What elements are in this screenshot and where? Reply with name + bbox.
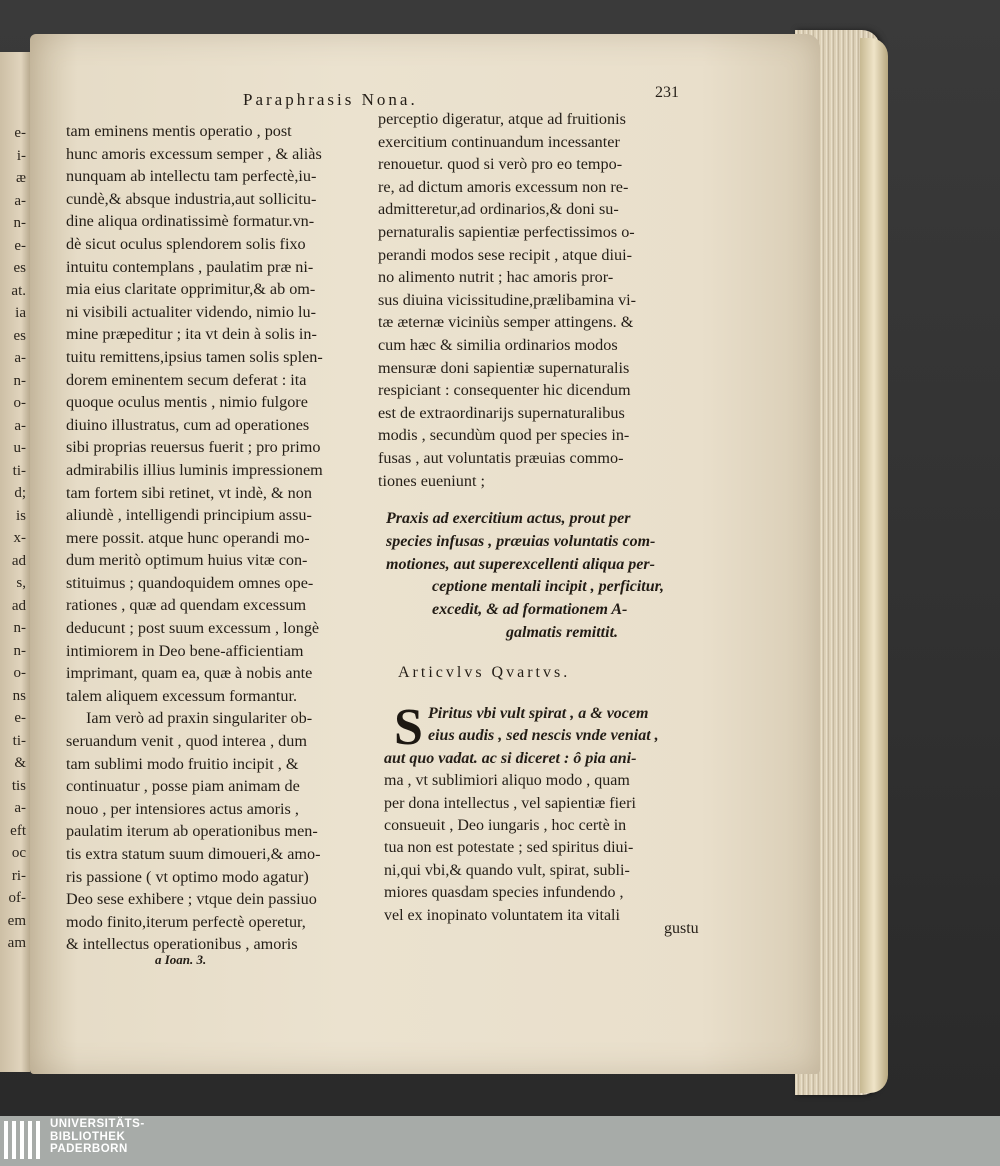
text-line: mensuræ doni sapientiæ supernaturalis [378, 358, 630, 377]
text-line: exercitium continuandum incessanter [378, 132, 620, 151]
margin-fragment: ti- [12, 462, 26, 479]
margin-fragment: am [7, 935, 26, 951]
praxis-line: motiones, aut superexcellenti aliqua per- [386, 555, 655, 573]
margin-fragment: oc [11, 845, 26, 861]
margin-fragment: a- [14, 192, 26, 209]
text-line: & intellectus operationibus , amoris [66, 935, 298, 954]
text-line: no alimento nutrit ; hac amoris pror- [378, 268, 614, 287]
margin-fragment: of- [8, 890, 26, 906]
text-line: talem aliquem excessum formantur. [66, 686, 298, 705]
text-line: ris passione ( vt optimo modo agatur) [66, 867, 309, 886]
text-line: sibi proprias reuersus fuerit ; pro primo [66, 438, 321, 457]
margin-fragment: es [13, 260, 26, 276]
article-heading: Articvlvs Qvartvs. [398, 664, 571, 681]
page-number: 231 [655, 84, 679, 101]
text-line: admitteretur,ad ordinarios,& doni su- [378, 200, 619, 219]
article-line: Piritus vbi vult spirat , a & vocem [428, 705, 649, 722]
text-line: perceptio digeratur, atque ad fruitionis [378, 110, 626, 128]
text-line: deducunt ; post suum excessum , longè [66, 619, 320, 638]
right-text-column [378, 108, 708, 492]
margin-fragment: eft [10, 822, 26, 839]
text-line: dum meritò optimum huius vitæ con- [66, 551, 308, 570]
text-line: cum hæc & similia ordinarios modos [378, 335, 618, 354]
margin-fragment: a- [14, 350, 26, 366]
text-line: nouo , per intensiores actus amoris , [66, 799, 299, 818]
text-line: perandi modos sese recipit , atque diui- [378, 245, 632, 264]
text-line: modis , secundùm quod per species in- [378, 426, 630, 445]
praxis-summary [386, 508, 702, 645]
margin-fragment: e- [14, 237, 26, 254]
text-line: tæ æternæ viciniùs semper attingens. & [378, 313, 634, 332]
article-line: ma , vt sublimiori aliquo modo , quam [384, 772, 630, 790]
text-line: tam eminens mentis operatio , post [66, 122, 292, 140]
text-line: dine aliqua ordinatissimè formatur.vn- [66, 212, 315, 231]
margin-fragment: e- [14, 710, 26, 726]
library-name-line3: PADERBORN [50, 1143, 128, 1155]
text-line: nunquam ab intellectu tam perfectè,iu- [66, 167, 317, 186]
text-line: mine præpeditur ; ita vt dein à solis in- [66, 325, 317, 344]
text-line: renouetur. quod si verò pro eo tempo- [378, 155, 623, 174]
praxis-line: Praxis ad exercitium actus, prout per [386, 510, 631, 527]
praxis-line: ceptione mentali incipit , perficitur, [432, 578, 664, 596]
margin-fragment: a- [14, 417, 26, 434]
text-line: sus diuina vicissitudine,prælibamina vi- [378, 290, 637, 309]
margin-fragment: tis [11, 777, 26, 794]
margin-fragment: s, [16, 575, 26, 591]
drop-capital: S [394, 699, 423, 756]
margin-fragment: æ [15, 170, 26, 186]
text-line: ni visibili actualiter videndo, nimio lu- [66, 302, 316, 321]
margin-fragment: ri- [11, 867, 26, 884]
text-line: pernaturalis sapientiæ perfectissimos o- [378, 222, 635, 241]
article-line: consueuit , Deo iungaris , hoc certè in [384, 817, 627, 835]
library-logo-icon [4, 1121, 46, 1161]
left-text-column [66, 120, 386, 956]
left-page-edge [0, 52, 30, 1072]
page-fore-edge-tip [860, 38, 888, 1093]
text-line: paulatim iterum ab operationibus men- [66, 822, 318, 841]
library-footer-bar [0, 1116, 1000, 1166]
text-line: respiciant : consequenter hic dicendum [378, 381, 631, 400]
praxis-line: species infusas , præuias voluntatis com- [386, 532, 656, 550]
text-line: quoque oculus mentis , nimio fulgore [66, 393, 308, 412]
text-line: mere possit. atque hunc operandi mo- [66, 528, 310, 547]
text-line: mia eius claritate opprimitur,& ab om- [66, 280, 316, 299]
margin-fragment: ad [11, 552, 26, 569]
margin-fragment: e- [14, 125, 26, 141]
text-line: dorem eminentem secum deferat : ita [66, 370, 307, 389]
article-line: ni,qui vbi,& quando vult, spirat, subli- [384, 861, 630, 879]
margin-fragment: at. [11, 282, 26, 299]
text-line: Iam verò ad praxin singulariter ob- [86, 709, 313, 728]
margin-fragment: n- [13, 372, 26, 389]
article-line: per dona intellectus , vel sapientiæ fieri [384, 794, 636, 812]
margin-fragment: ns [12, 687, 26, 704]
text-line: rationes , quæ ad quendam excessum [66, 596, 307, 615]
article-line: miores quasdam species infundendo , [384, 884, 624, 902]
running-head: Paraphrasis Nona. [243, 90, 418, 109]
praxis-line: galmatis remittit. [506, 623, 619, 641]
text-line: cundè,& absque industria,aut sollicitu- [66, 189, 317, 208]
margin-fragment: n- [13, 215, 26, 231]
left-margin-fragments [0, 122, 30, 955]
margin-fragment: n- [13, 642, 26, 659]
footnote: a Ioan. 3. [155, 952, 207, 967]
margin-fragment: o- [13, 665, 26, 681]
article-line: tua non est potestate ; sed spiritus diui- [384, 839, 634, 857]
text-line: imprimant, quam ea, quæ à nobis ante [66, 664, 313, 683]
text-line: tiones eueniunt ; [378, 471, 485, 490]
article-line: aut quo vadat. ac si diceret : ô pia ani- [384, 749, 637, 767]
text-line: intuitu contemplans , paulatim præ ni- [66, 257, 314, 276]
text-line: tam fortem sibi retinet, vt indè, & non [66, 483, 312, 502]
library-name-line2: BIBLIOTHEK [50, 1130, 126, 1143]
text-line: est de extraordinarijs supernaturalibus [378, 403, 625, 422]
text-line: tam sublimi modo fruitio incipit , & [66, 754, 299, 773]
text-line: modo finito,iterum perfectè operetur, [66, 912, 306, 931]
margin-fragment: u- [13, 440, 26, 456]
margin-fragment: o- [13, 395, 26, 411]
margin-fragment: a- [14, 800, 26, 816]
text-line: stituimus ; quandoquidem omnes ope- [66, 573, 314, 592]
margin-fragment: ti- [12, 732, 26, 749]
library-name-line1: UNIVERSITÄTS- [50, 1118, 145, 1130]
text-line: tuitu remittens,ipsius tamen solis splen- [66, 347, 323, 366]
article-body [384, 699, 706, 927]
catchword: gustu [664, 920, 699, 937]
text-line: Deo sese exhibere ; vtque dein passiuo [66, 890, 317, 909]
article-line: vel ex inopinato voluntatem ita vitali [384, 906, 620, 924]
article-line: eius audis , sed nescis vnde veniat , [428, 727, 659, 745]
margin-fragment: ia [15, 305, 26, 321]
text-line: aliundè , intelligendi principium assu- [66, 506, 312, 525]
margin-fragment: n- [13, 620, 26, 636]
margin-fragment: es [13, 327, 26, 344]
text-line: seruandum venit , quod interea , dum [66, 732, 307, 751]
text-line: fusas , aut voluntatis præuias commo- [378, 448, 624, 467]
praxis-line: excedit, & ad formationem A- [432, 601, 628, 619]
margin-fragment: ad [11, 597, 26, 614]
text-line: hunc amoris excessum semper , & aliàs [66, 144, 322, 163]
text-line: re, ad dictum amoris excessum non re- [378, 177, 629, 196]
margin-fragment: & [14, 755, 26, 771]
text-line: dè sicut oculus splendorem solis fixo [66, 234, 306, 253]
margin-fragment: d; [14, 485, 26, 501]
margin-fragment: is [15, 507, 26, 524]
margin-fragment: x- [13, 530, 26, 546]
library-name [50, 1118, 145, 1156]
text-line: tis extra statum suum dimoueri,& amo- [66, 845, 321, 863]
text-line: admirabilis illius luminis impressionem [66, 460, 323, 479]
text-line: diuino illustratus, cum ad operationes [66, 415, 310, 434]
text-line: intimiorem in Deo bene-afficientiam [66, 641, 304, 660]
text-line: continuatur , posse piam animam de [66, 777, 300, 796]
margin-fragment: i- [16, 147, 26, 164]
margin-fragment: em [7, 912, 26, 929]
